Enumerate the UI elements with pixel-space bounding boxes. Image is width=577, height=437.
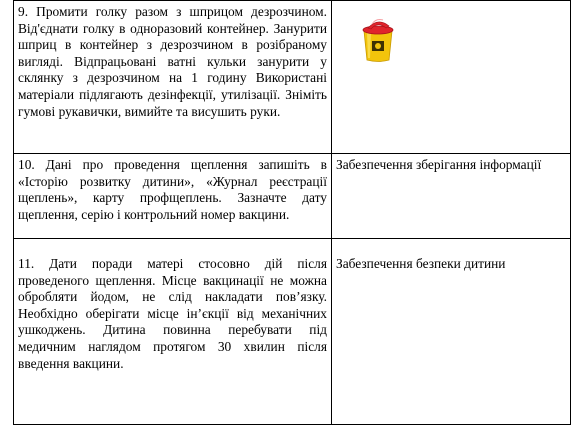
goal-text: Забезпечення безпеки дитини: [336, 256, 506, 271]
procedure-table: [13, 0, 571, 425]
goal-cell: [332, 239, 571, 425]
table-row: [14, 239, 571, 425]
table-row: [14, 1, 571, 154]
step-cell: [14, 1, 332, 154]
step-text: 10. Дані про проведення щеплення запишіть в «Історію розвитку дитини», «Журнал реєстрації щеплень», карту профщеплень. Зазначте дату щеплення, серію і контрольний номер вакцини.: [18, 157, 327, 222]
step-cell: [14, 154, 332, 239]
sharps-container-icon: [358, 15, 398, 63]
goal-text: [332, 1, 570, 4]
goal-cell: [332, 1, 571, 154]
step-cell: [14, 239, 332, 425]
table-row: [14, 154, 571, 239]
step-text: 11. Дати поради матері стосовно дій після проведеного щеплення. Місце вакцинації не можна обробляти йодом, не слід накладати пов’язку. Необхідно оберігати місце ін’єкції від механічних ушкоджень. Дитина повинна перебувати під медичним наглядом протягом 30 хвилин після введення вакцини.: [18, 256, 327, 371]
goal-cell: [332, 154, 571, 239]
step-text: 9. Промити голку разом з шприцом дезрозчином. Від'єднати голку в одноразовий контейнер. Занурити шприц в контейнер з дезрозчином в розібраному вигляді. Відпрацьовані ватні кульки занурити у склянку з дезрозчином на 1 годину Використані матеріали підлягають дезінфекції, утилізації. Зніміть гумові рукавички, вимийте та висушить руки.: [18, 4, 327, 119]
goal-text: Забезпечення зберігання інформації: [336, 157, 542, 172]
